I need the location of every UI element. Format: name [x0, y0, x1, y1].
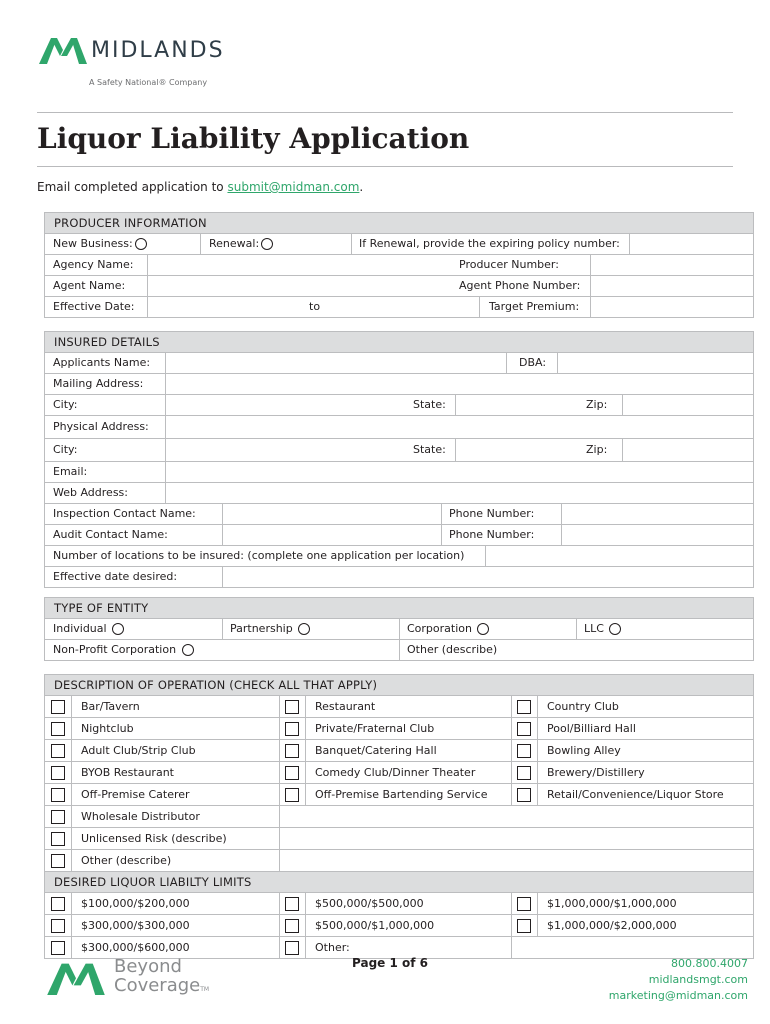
- mailing-city-label: City:: [53, 398, 78, 411]
- dba-label: DBA:: [519, 356, 547, 369]
- inspection-phone-label: Phone Number:: [449, 507, 535, 520]
- checkbox-row: [45, 850, 753, 871]
- email-instructions: Email completed application to submit@midman.com.: [37, 180, 364, 194]
- section-header: TYPE OF ENTITY: [45, 598, 753, 619]
- checkbox[interactable]: [51, 810, 65, 824]
- checkbox[interactable]: [51, 766, 65, 780]
- llc-option[interactable]: LLC: [576, 619, 752, 639]
- operation-section: [44, 674, 754, 872]
- checkbox[interactable]: [285, 941, 299, 955]
- web-address-label: Web Address:: [53, 486, 128, 499]
- brand-name: MIDLANDS: [91, 38, 225, 63]
- phone-number: 800.800.4007: [671, 957, 748, 970]
- producer-section: [44, 212, 754, 318]
- agent-phone-field[interactable]: [591, 276, 752, 296]
- physical-address-label: Physical Address:: [53, 420, 149, 433]
- email-field[interactable]: [166, 462, 752, 482]
- divider: [37, 166, 733, 167]
- mailing-address-field[interactable]: [166, 374, 752, 394]
- radio-icon: [609, 623, 621, 635]
- producer-number-field[interactable]: [591, 255, 752, 275]
- midlands-mark-icon: [44, 959, 108, 995]
- corporation-option[interactable]: Corporation: [399, 619, 576, 639]
- section-header: PRODUCER INFORMATION: [45, 213, 753, 234]
- audit-phone-field[interactable]: [562, 525, 752, 545]
- page-number: Page 1 of 6: [352, 956, 428, 970]
- checkbox[interactable]: [517, 788, 531, 802]
- mailing-state-field[interactable]: [456, 395, 576, 415]
- mailing-zip-field[interactable]: [623, 395, 752, 415]
- checkbox[interactable]: [285, 897, 299, 911]
- checkbox-row: [45, 937, 753, 958]
- checkbox[interactable]: [285, 700, 299, 714]
- to-label: to: [309, 300, 321, 313]
- divider: [37, 112, 733, 113]
- section-header: DESCRIPTION OF OPERATION (CHECK ALL THAT APPLY): [45, 675, 753, 696]
- checkbox-label: Bar/Tavern: [81, 700, 140, 713]
- checkbox-label: Restaurant: [315, 700, 376, 713]
- checkbox[interactable]: [285, 788, 299, 802]
- expiring-policy-field[interactable]: [630, 234, 752, 254]
- checkbox[interactable]: [517, 700, 531, 714]
- physical-state-field[interactable]: [456, 439, 576, 461]
- checkbox[interactable]: [285, 722, 299, 736]
- other-entity-field[interactable]: Other (describe): [407, 643, 498, 656]
- expiring-policy-label: If Renewal, provide the expiring policy number:: [359, 237, 620, 250]
- checkbox[interactable]: [51, 788, 65, 802]
- audit-contact-field[interactable]: [223, 525, 441, 545]
- inspection-phone-field[interactable]: [562, 504, 752, 524]
- page-title: Liquor Liability Application: [37, 122, 470, 155]
- checkbox[interactable]: [51, 854, 65, 868]
- checkbox-label: Pool/Billiard Hall: [547, 722, 636, 735]
- effective-date-from-field[interactable]: [148, 297, 298, 317]
- effective-date-label: Effective Date:: [53, 300, 135, 313]
- checkbox-label: Country Club: [547, 700, 619, 713]
- physical-zip-field[interactable]: [623, 439, 752, 461]
- checkbox-label: Other:: [315, 941, 350, 954]
- num-locations-label: Number of locations to be insured: (complete one application per location): [53, 549, 465, 562]
- section-header: DESIRED LIQUOR LIABILTY LIMITS: [45, 872, 753, 893]
- new-business-option[interactable]: New Business:: [45, 234, 200, 254]
- checkbox-label: Brewery/Distillery: [547, 766, 645, 779]
- checkbox[interactable]: [51, 919, 65, 933]
- checkbox[interactable]: [51, 832, 65, 846]
- checkbox[interactable]: [517, 744, 531, 758]
- website-link[interactable]: midlandsmgt.com: [648, 973, 748, 986]
- checkbox-label: $1,000,000/$1,000,000: [547, 897, 677, 910]
- checkbox-row: [45, 696, 753, 718]
- contact-info: [609, 956, 748, 1004]
- physical-state-label: State:: [413, 443, 446, 456]
- inspection-contact-field[interactable]: [223, 504, 441, 524]
- checkbox[interactable]: [51, 744, 65, 758]
- inspection-contact-label: Inspection Contact Name:: [53, 507, 196, 520]
- entity-section: [44, 597, 754, 661]
- physical-zip-label: Zip:: [586, 443, 608, 456]
- physical-city-label: City:: [53, 443, 78, 456]
- checkbox-label: Off-Premise Caterer: [81, 788, 190, 801]
- checkbox-label: Banquet/Catering Hall: [315, 744, 437, 757]
- checkbox-row: [45, 893, 753, 915]
- brand-tagline: A Safety National® Company: [89, 78, 208, 87]
- radio-icon: [477, 623, 489, 635]
- checkbox-row: [45, 828, 753, 850]
- mailing-city-field[interactable]: [166, 395, 406, 415]
- checkbox-label: Bowling Alley: [547, 744, 621, 757]
- agent-phone-label: Agent Phone Number:: [459, 279, 581, 292]
- mailing-address-label: Mailing Address:: [53, 377, 144, 390]
- individual-option[interactable]: Individual: [45, 619, 222, 639]
- checkbox-row: [45, 806, 753, 828]
- nonprofit-option[interactable]: Non-Profit Corporation: [45, 640, 399, 660]
- checkbox-label: Unlicensed Risk (describe): [81, 832, 227, 845]
- web-address-field[interactable]: [166, 483, 752, 503]
- effective-desired-label: Effective date desired:: [53, 570, 178, 583]
- applicants-name-field[interactable]: [166, 353, 506, 373]
- physical-city-field[interactable]: [166, 439, 406, 461]
- checkbox-label: Nightclub: [81, 722, 134, 735]
- checkbox-label: Private/Fraternal Club: [315, 722, 435, 735]
- checkbox-label: $500,000/$1,000,000: [315, 919, 435, 932]
- mailing-zip-label: Zip:: [586, 398, 608, 411]
- checkbox[interactable]: [51, 897, 65, 911]
- checkbox-label: $300,000/$600,000: [81, 941, 190, 954]
- checkbox-row: [45, 762, 753, 784]
- section-header: INSURED DETAILS: [45, 332, 753, 353]
- dba-field[interactable]: [558, 353, 752, 373]
- checkbox-row: [45, 784, 753, 806]
- marketing-email-link[interactable]: marketing@midman.com: [608, 989, 748, 1002]
- checkbox-label: Comedy Club/Dinner Theater: [315, 766, 476, 779]
- agency-name-label: Agency Name:: [53, 258, 134, 271]
- audit-contact-label: Audit Contact Name:: [53, 528, 168, 541]
- checkbox[interactable]: [51, 700, 65, 714]
- physical-address-field[interactable]: [166, 416, 752, 438]
- insured-section: [44, 331, 754, 588]
- checkbox-row: [45, 915, 753, 937]
- midlands-logo: [39, 34, 225, 87]
- email-label: Email:: [53, 465, 88, 478]
- effective-desired-field[interactable]: [223, 567, 752, 587]
- renewal-option[interactable]: Renewal:: [201, 234, 351, 254]
- checkbox-label: Off-Premise Bartending Service: [315, 788, 488, 801]
- checkbox-label: Retail/Convenience/Liquor Store: [547, 788, 724, 801]
- checkbox-label: BYOB Restaurant: [81, 766, 174, 779]
- checkbox[interactable]: [517, 766, 531, 780]
- radio-icon: [298, 623, 310, 635]
- partnership-option[interactable]: Partnership: [222, 619, 399, 639]
- checkbox-label: $300,000/$300,000: [81, 919, 190, 932]
- checkbox-label: Wholesale Distributor: [81, 810, 200, 823]
- mailing-state-label: State:: [413, 398, 446, 411]
- radio-icon: [182, 644, 194, 656]
- limits-section: [44, 871, 754, 959]
- logo-line1: Beyond: [114, 956, 182, 977]
- submit-email-link[interactable]: submit@midman.com: [227, 180, 360, 194]
- checkbox[interactable]: [51, 722, 65, 736]
- checkbox[interactable]: [285, 744, 299, 758]
- agency-name-field[interactable]: [148, 255, 453, 275]
- checkbox-row: [45, 718, 753, 740]
- agent-name-label: Agent Name:: [53, 279, 126, 292]
- radio-icon: [261, 238, 273, 250]
- checkbox[interactable]: [51, 941, 65, 955]
- checkbox-label: Other (describe): [81, 854, 172, 867]
- checkbox-label: $500,000/$500,000: [315, 897, 424, 910]
- checkbox[interactable]: [517, 919, 531, 933]
- radio-icon: [112, 623, 124, 635]
- checkbox-row: [45, 740, 753, 762]
- agent-name-field[interactable]: [148, 276, 453, 296]
- midlands-mark-icon: [39, 34, 87, 64]
- num-locations-field[interactable]: [486, 546, 752, 566]
- target-premium-field[interactable]: [591, 297, 752, 317]
- target-premium-label: Target Premium:: [489, 300, 580, 313]
- checkbox-label: $1,000,000/$2,000,000: [547, 919, 677, 932]
- producer-number-label: Producer Number:: [459, 258, 559, 271]
- radio-icon: [135, 238, 147, 250]
- checkbox[interactable]: [285, 919, 299, 933]
- checkbox[interactable]: [517, 722, 531, 736]
- logo-line2: CoverageTM: [114, 975, 210, 996]
- checkbox-label: $100,000/$200,000: [81, 897, 190, 910]
- applicants-name-label: Applicants Name:: [53, 356, 151, 369]
- checkbox[interactable]: [517, 897, 531, 911]
- checkbox-label: Adult Club/Strip Club: [81, 744, 196, 757]
- audit-phone-label: Phone Number:: [449, 528, 535, 541]
- checkbox[interactable]: [285, 766, 299, 780]
